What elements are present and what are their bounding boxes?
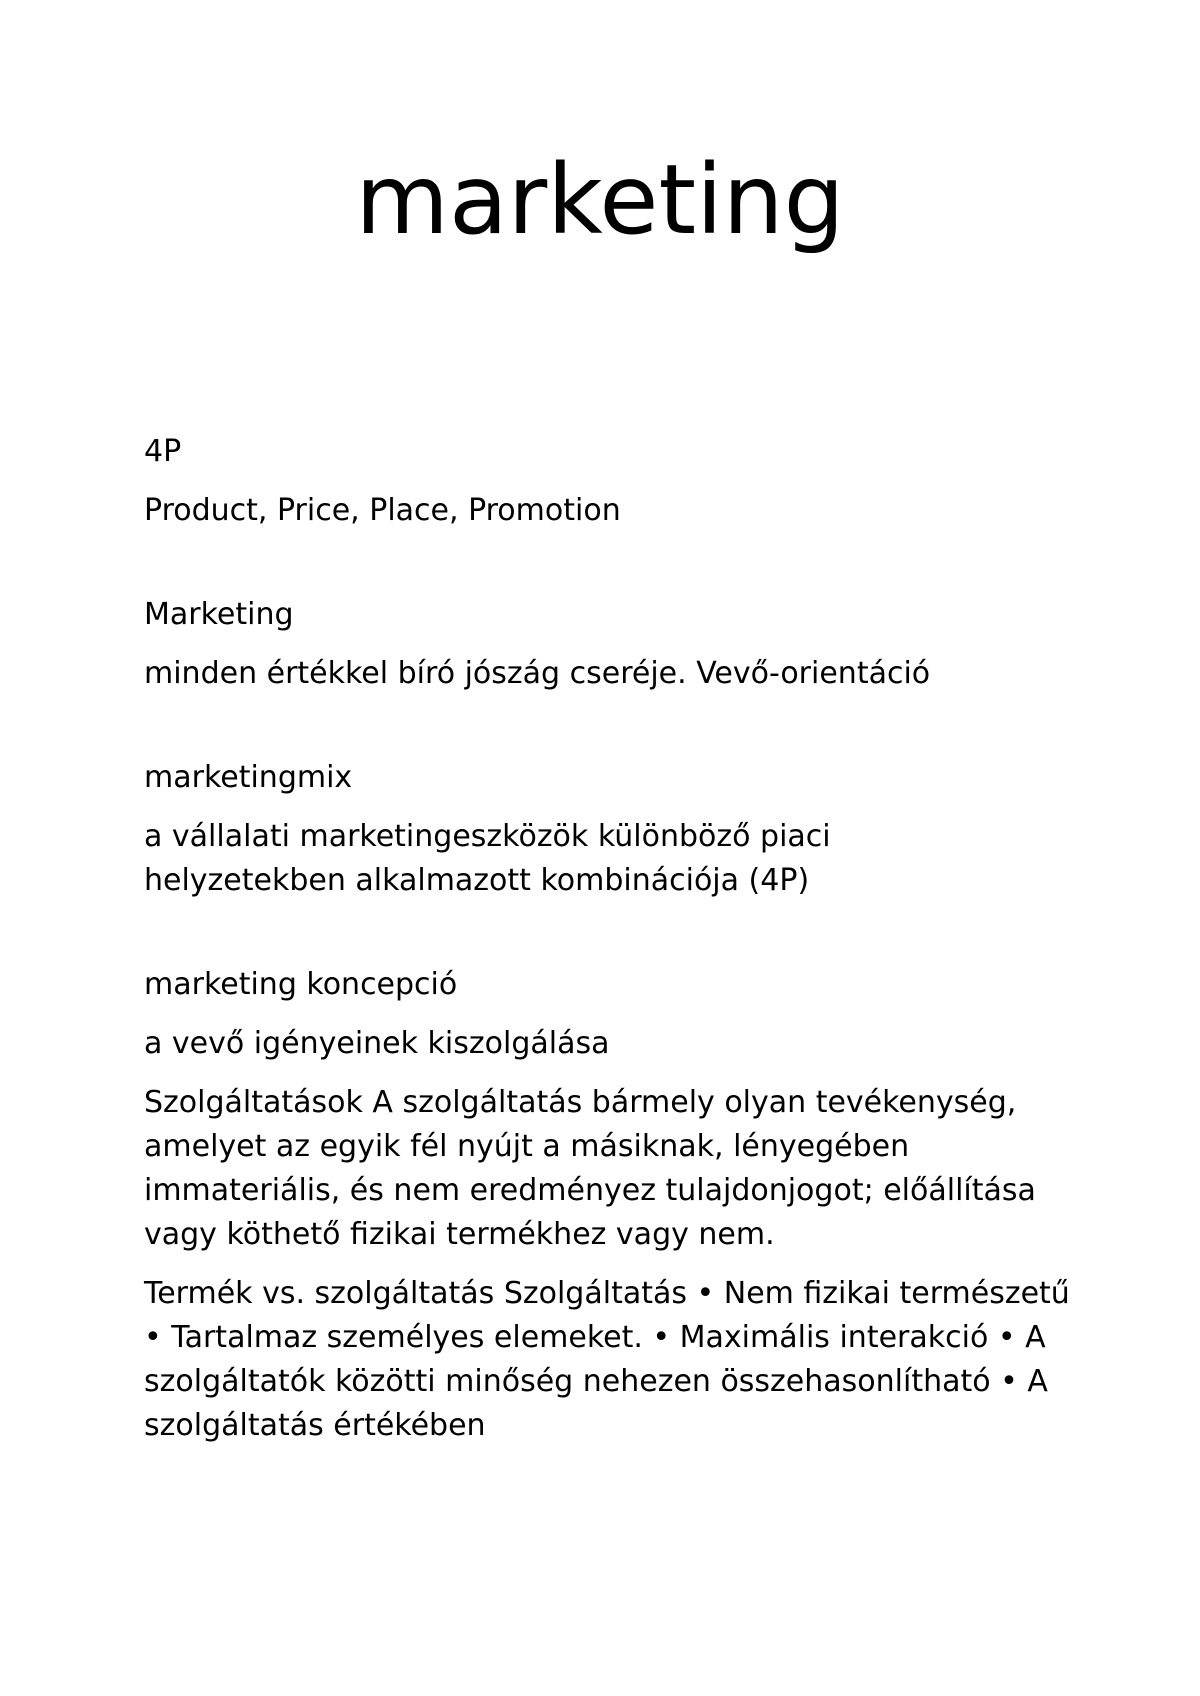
document-body (144, 430, 1074, 1448)
definition-marketing-koncepcio: a vevő igényeinek kiszolgálása (144, 1026, 610, 1061)
paragraph-termek-vs-szolgaltatas: Termék vs. szolgáltatás Szolgáltatás • Nem fizikai természetű • Tartalmaz személyes elemeket. • Maximális interakció • A szolgáltatók közötti minőség nehezen összehasonlítható • A szolgáltatás értékében (144, 1276, 1070, 1443)
document-title: marketing (355, 144, 845, 256)
term-marketingmix: marketingmix (144, 760, 353, 795)
term-marketing-koncepcio: marketing koncepció (144, 967, 458, 1002)
definition-marketing: minden értékkel bíró jószág cseréje. Vevő-orientáció (144, 656, 931, 691)
definition-4p: Product, Price, Place, Promotion (144, 493, 621, 528)
term-4p: 4P (144, 434, 182, 469)
definition-marketingmix: a vállalati marketingeszközök különböző piaci helyzetekben alkalmazott kombinációja (4P) (144, 819, 831, 898)
term-marketing: Marketing (144, 597, 294, 632)
paragraph-szolgaltatasok: Szolgáltatások A szolgáltatás bármely olyan tevékenység, amelyet az egyik fél nyújt a másiknak, lényegében immateriális, és nem eredményez tulajdonjogot; előállítása vagy köthető fizikai termékhez vagy nem. (144, 1085, 1036, 1252)
